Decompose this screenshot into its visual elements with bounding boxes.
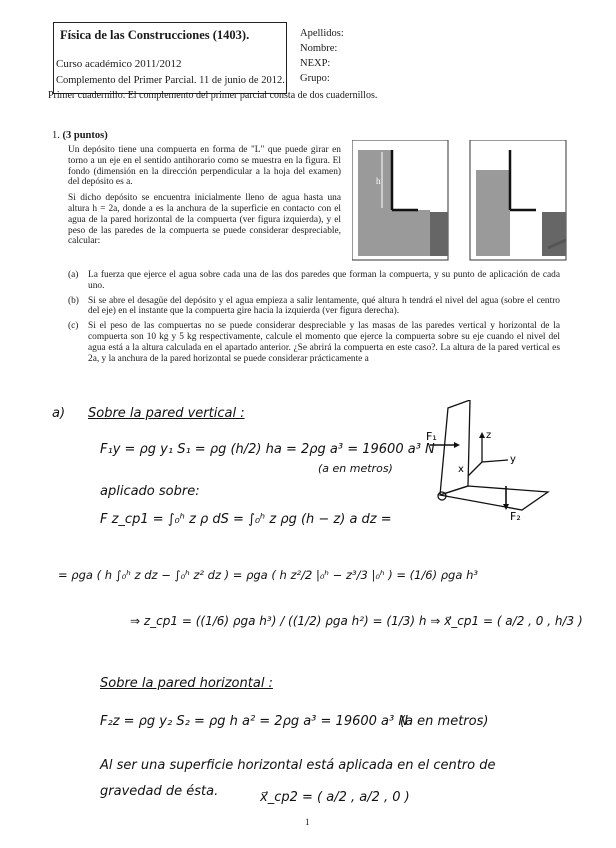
tank-figures: [352, 140, 567, 262]
label-y: y: [510, 454, 516, 465]
page-number: 1: [305, 817, 310, 827]
label-f2: F₂: [510, 510, 521, 523]
course-title: Física de las Construcciones (1403).: [60, 28, 250, 42]
solution-note-1: Al ser una superficie horizontal está aplicada en el centro de: [100, 758, 496, 773]
field-nombre: Nombre:: [300, 43, 338, 54]
solution-result: = ρga ( h ∫₀ʰ z dz − ∫₀ʰ z² dz ) = ρga ( h z²/2 |₀ʰ − z³/3 |₀ʰ ) = (1/6) ρga h³: [58, 568, 478, 582]
intro-paragraph-1: Un depósito tiene una compuerta en forma de "L" que puede girar en torno a un eje en el sentido antihorario como se muestra en la figura. El fondo (dimensión en la dirección perpendicular a la hoja del examen) del depósito es a.: [68, 145, 341, 188]
student-fields: [300, 26, 344, 86]
gate-3d-diagram: [420, 400, 570, 525]
y-axis: [482, 460, 508, 462]
intro-paragraph-2: Si dicho depósito se encuentra inicialmente lleno de agua hasta una altura h = 2a, donde a es la anchura de la superficie en contacto con el agua de la pared horizontal de la compuerta (ver figura izquierda), y el peso de las paredes de la compuerta se puede considerar despreciable, calcular:: [68, 193, 341, 247]
solution-applied: aplicado sobre:: [100, 484, 200, 499]
solution-integral: F z_cp1 = ∫₀ʰ z ρ dS = ∫₀ʰ z ρg (h − z) a dz =: [100, 512, 392, 527]
problem-number: 1. (3 puntos): [52, 130, 108, 141]
solution-units-1: (a en metros): [318, 462, 393, 475]
solution-zcp1: ⇒ z_cp1 = ((1/6) ρga h³) / ((1/2) ρga h²) = (1/3) h ⇒ x⃗_cp1 = ( a/2 , 0 , h/3 ): [130, 614, 583, 628]
problem-options: [68, 270, 560, 368]
solution-units-2: (a en metros): [400, 714, 489, 729]
solution-f1y: F₁y = ρg y₁ S₁ = ρg (h/2) ha = 2ρg a³ = 19600 a³ N: [100, 442, 435, 457]
solution-part-a-label: a): [52, 406, 66, 421]
problem-intro: [68, 145, 341, 252]
solution-horizontal-heading: Sobre la pared horizontal :: [100, 676, 273, 691]
exam-title: Complemento del Primer Parcial. 11 de junio de 2012.: [56, 75, 285, 86]
field-apellidos: Apellidos:: [300, 28, 344, 39]
label-z: z: [486, 430, 492, 441]
option-c: (c) Si el peso de las compuertas no se puede considerar despreciable y las masas de las paredes vertical y horizontal de la compuerta son 10 kg y 5 kg respectivamente, calcule el momento que ejerce la compuerta sobre su eje cuando el nivel del agua está a la altura calculada en el apartado anterior. ¿Se abrirá la compuerta en este caso?. La altura de la pared vertical es 2a, y la anchura de la pared horizontal se puede considerar prácticamente a: [68, 321, 560, 364]
exam-note: Primer cuadernillo. El complemento del primer parcial consta de dos cuadernillos.: [48, 90, 378, 101]
h-label: h: [376, 176, 381, 186]
solution-vertical-heading: Sobre la pared vertical :: [88, 406, 245, 421]
x-axis: [468, 462, 482, 476]
tank-figure-left: [352, 140, 448, 260]
solution-xcp2: x⃗_cp2 = ( a/2 , a/2 , 0 ): [260, 790, 410, 805]
solution-note-2: gravedad de ésta.: [100, 784, 219, 799]
option-a: (a) La fuerza que ejerce el agua sobre cada una de las dos paredes que forman la compuerta, y su punto de aplicación de cada uno.: [68, 270, 560, 291]
field-grupo: Grupo:: [300, 73, 330, 84]
label-x: x: [458, 464, 464, 475]
tank-figure-right: [470, 140, 566, 260]
label-f1: F₁: [426, 430, 437, 443]
academic-year: Curso académico 2011/2012: [56, 58, 182, 70]
field-nexp: NEXP:: [300, 58, 331, 69]
option-b: (b) Si se abre el desagüe del depósito y el agua empieza a salir lentamente, qué altura h tendrá el nivel del agua (sobre el centro del eje) en el instante que la compuerta gire hacia la izquierda (ver figura derecha).: [68, 295, 560, 317]
solution-f2z: F₂z = ρg y₂ S₂ = ρg h a² = 2ρg a³ = 19600 a³ N: [100, 714, 409, 729]
